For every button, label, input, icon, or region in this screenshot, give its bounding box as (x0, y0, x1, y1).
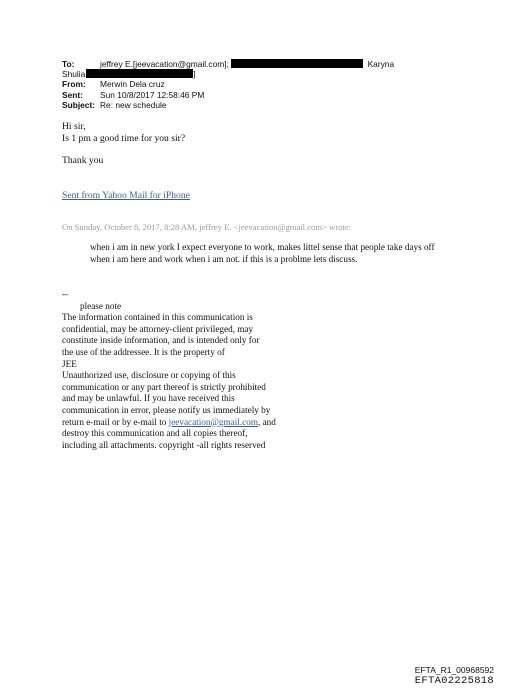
quote-intro: On Sunday, October 8, 2017, 8:28 AM, jeffrey E. <jeevacation@gmail.com> wrote: (62, 222, 351, 232)
message-line: Is 1 pm a good time for you sir? (62, 133, 186, 144)
to-value: jeffrey E.[jeevacation@gmail.com]; (100, 59, 229, 69)
disclaimer-line: constitute inside information, and is intended only for (62, 335, 260, 346)
email-link[interactable]: jeevacation@gmail.com (168, 416, 258, 427)
sent-label: Sent: (62, 89, 83, 100)
to-continuation-row (62, 69, 462, 79)
subject-row (62, 100, 462, 110)
from-value: Merwin Dela cruz (100, 79, 165, 90)
disclaimer-line: Unauthorized use, disclosure or copying of this (62, 370, 236, 381)
disclaimer-line: destroy this communication and all copies thereof, (62, 428, 248, 439)
please-note: please note (80, 300, 122, 311)
disclaimer (62, 289, 322, 451)
email-header (62, 59, 462, 110)
to-row (62, 59, 462, 69)
to-continuation-tail: ] (193, 69, 196, 80)
closing: Thank you (62, 155, 104, 166)
bates-stamp-r1: EFTA_R1_00968592 (414, 665, 494, 675)
disclaimer-line: including all attachments. copyright -all rights reserved (62, 439, 266, 450)
from-row (62, 79, 462, 89)
disclaimer-line: the use of the addressee. It is the property of (62, 346, 225, 357)
subject-value: Re: new schedule (100, 99, 167, 110)
to-value-tail: Karyna (367, 59, 395, 69)
quoted-message: when i am in new york I expect everyone to work, makes littel sense that people take days off when i am here and work when i am not. if this is a problme lets discuss. (90, 242, 435, 264)
redaction-bar (86, 69, 196, 80)
bates-stamp: EFTA02225818 (414, 675, 494, 687)
disclaimer-line: communication in error, please notify us immediately by (62, 404, 271, 415)
disclaimer-line-tail: , and (257, 416, 276, 427)
to-label: To: (62, 59, 75, 69)
disclaimer-line: JEE (62, 358, 77, 369)
disclaimer-line: confidential, may be attorney-client privileged, may (62, 323, 254, 334)
disclaimer-line: The information contained in this communication is (62, 312, 253, 323)
signature-dashes: -- (62, 289, 69, 299)
from-label: From: (62, 79, 86, 90)
sent-value: Sun 10/8/2017 12:58:46 PM (100, 89, 205, 100)
to-continuation: Shulia (62, 69, 86, 80)
subject-label: Subject: (62, 99, 96, 110)
redaction-bar (231, 59, 363, 68)
disclaimer-line: communication or any part thereof is strictly prohibited (62, 381, 266, 392)
disclaimer-line: return e-mail or by e-mail to (62, 416, 169, 427)
yahoo-mail-link[interactable]: Sent from Yahoo Mail for iPhone (62, 190, 190, 201)
sent-row (62, 90, 462, 100)
greeting: Hi sir, (62, 121, 86, 132)
disclaimer-line: and may be unlawful. If you have received this (62, 393, 235, 404)
